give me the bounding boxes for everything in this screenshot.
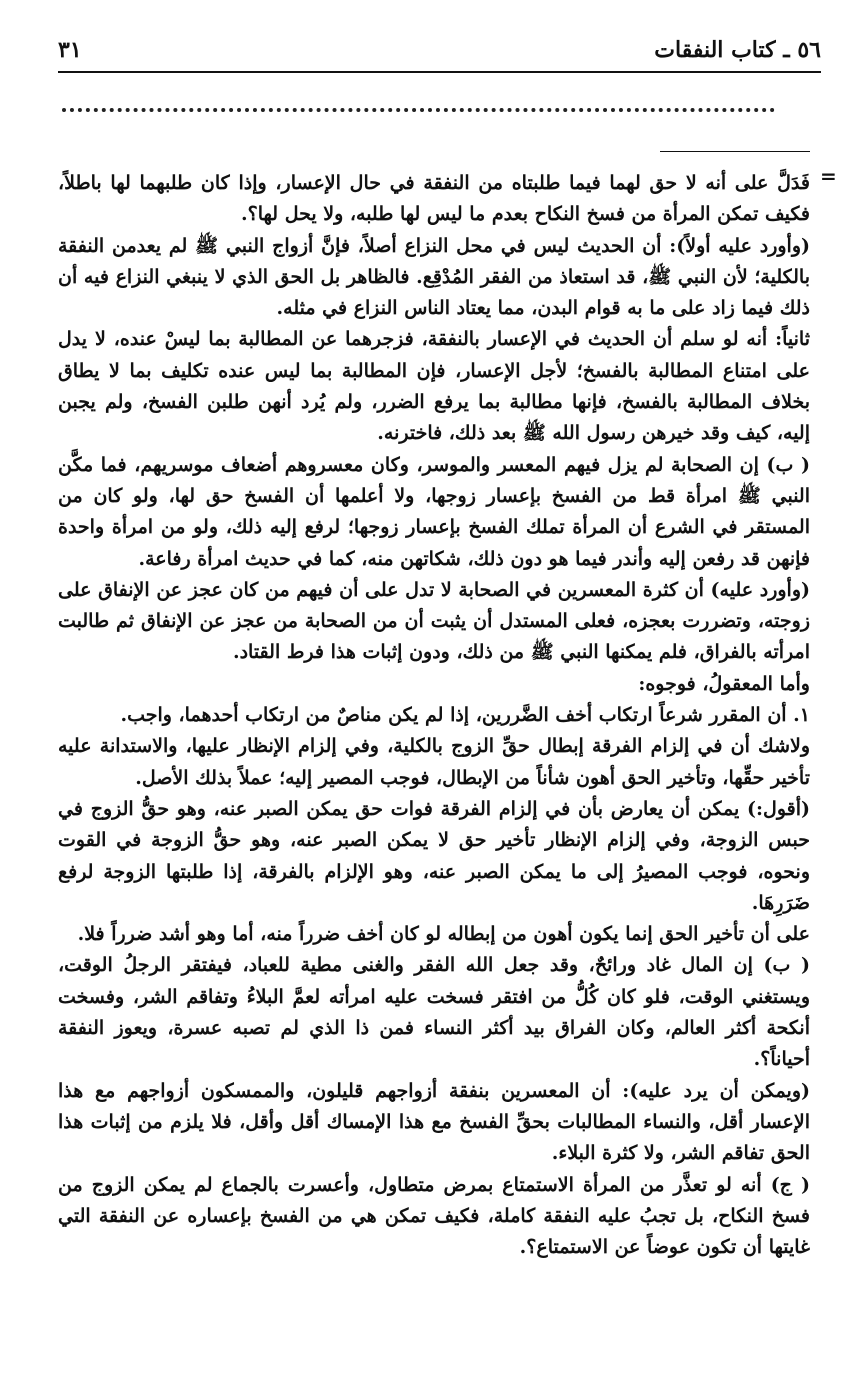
dotted-separator xyxy=(62,108,775,112)
paragraph: (ويمكن أن يرد عليه): أن المعسرين بنفقة أزواجهم قليلون، والممسكون أزواجهم مع هذا الإعسار أقل، والنساء المطالبات بحقِّ الفسخ مع هذا الإمساك أقل وأقل، فلا يلزم من إثبات هذا الحق تفاقم الشر، ولا كثرة البلاء. xyxy=(58,1079,810,1165)
page-number: ٣١ xyxy=(58,37,82,63)
paragraph: (أقول:) يمكن أن يعارض بأن في إلزام الفرقة فوات حق يمكن الصبر عنه، وهو حقُّ الزوج في حبس الزوجة، وفي إلزام الإنظار تأخير حق لا يمكن الصبر عنه، وهو حقُّ الزوجة في القوت ونحوه، فوجب المصيرُ إلى ما يمكن الصبر عنه، وهو الإلزام بالفرقة، إذا طلبتها الزوجة لرفع ضَرَرِهَا. xyxy=(58,797,810,914)
continuation-mark: = xyxy=(820,164,837,188)
paragraph: وأما المعقولُ، فوجوه: xyxy=(638,672,810,695)
body-text xyxy=(58,168,810,1263)
paragraph: على أن تأخير الحق إنما يكون أهون من إبطاله لو كان أخف ضرراً منه، أما وهو أشد ضرراً فلا. xyxy=(77,923,810,946)
paragraph: ( ج) أنه لو تعذَّر من المرأة الاستمتاع بمرض متطاول، وأعسرت بالجماع لم يمكن الزوج من فسخ النكاح، بل تجبُ عليه النفقة كاملة، فكيف تمكن هي من الفسخ بإعساره عن النفقة التي غايتها أن تكون عوضاً عن الاستمتاع؟. xyxy=(58,1173,810,1259)
paragraph: ١. أن المقرر شرعاً ارتكاب أخف الضَّررين، إذا لم يكن مناصٌ من ارتكاب أحدهما، واجب. xyxy=(120,704,810,727)
header-rule xyxy=(58,71,821,73)
paragraph: (وأورد عليه أولاً): أن الحديث ليس في محل النزاع أصلاً، فإنَّ أزواج النبي ﷺ لم يعدمن النفقة بالكلية؛ لأن النبي ﷺ، قد استعاذ من الفقر المُدْقِع. فالظاهر بل الحق الذي لا ينبغي النزاع فيه أن ذلك فيما زاد على ما به قوام البدن، مما يعتاد الناس النزاع في مثله. xyxy=(58,234,810,320)
paragraph: ثانياً: أنه لو سلم أن الحديث في الإعسار بالنفقة، فزجرهما عن المطالبة بما ليسْ عنده، لا يدل على امتناع المطالبة بالفسخ؛ لأجل الإعسار، فإن المطالبة بما ليس عنده تكليف بما لا يطاق بخلاف المطالبة بالفسخ، فإنها مطالبة بما يرفع الضرر، ولم يُرد أنهن طلبن الفسخ، ولم يجبن إليه، كيف وقد خيرهن رسول الله ﷺ بعد ذلك، فاخترنه. xyxy=(58,328,810,445)
paragraph: ( ب) إن الصحابة لم يزل فيهم المعسر والموسر، وكان معسروهم أضعاف موسريهم، فما مكَّن النبي ﷺ امرأة قط من الفسخ بإعسار زوجها، ولا أعلمها أن الفسخ حق لها، ولو كان من المستقر في الشرع أن المرأة تملك الفسخ بإعسار زوجها؛ لرفع إليه ذلك، ولو من امرأة واحدة فإنهن قد رفعن إليه وأندر فيما هو دون ذلك، شكاتهن منه، كما في حديث امرأة رفاعة. xyxy=(58,453,810,570)
paragraph: (وأورد عليه) أن كثرة المعسرين في الصحابة لا تدل على أن فيهم من كان عجز عن الإنفاق على زوجته، وتضررت بعجزه، فعلى المستدل أن يثبت أن من الصحابة من عجز عن الإنفاق ثم طالبت امرأته بالفراق، فلم يمكنها النبي ﷺ من ذلك، ودون إثبات هذا فرط القتاد. xyxy=(58,578,810,664)
page-header xyxy=(58,30,821,70)
paragraph: فَدَلَّ على أنه لا حق لهما فيما طلبتاه من النفقة في حال الإعسار، وإذا كان طلبهما لها باطلاً، فكيف تمكن المرأة من فسخ النكاح بعدم ما ليس لها طلبه، ولا يحل لها؟. xyxy=(58,172,810,226)
footnote-rule xyxy=(660,151,810,152)
paragraph: ( ب) إن المال غاد ورائحٌ، وقد جعل الله الفقر والغنى مطية للعباد، فيفتقر الرجلُ الوقت، ويستغني الوقت، فلو كان كُلُّ من افتقر فسخت عليه امرأته لعمَّ البلاءُ وتفاقم الشر، وفسخت أنكحة أكثر العالم، وكان الفراق بيد أكثر النساء فمن ذا الذي لم تصبه عسرة، ويعوز النفقة أحياناً؟. xyxy=(58,954,810,1071)
paragraph: ولاشك أن في إلزام الفرقة إبطال حقِّ الزوج بالكلية، وفي إلزام الإنظار عليها، والاستدانة عليه تأخير حقِّها، وتأخير الحق أهون شأناً من الإبطال، فوجب المصير إليه؛ عملاً بذلك الأصل. xyxy=(58,735,810,789)
running-title: ٥٦ ـ كتاب النفقات xyxy=(654,37,821,63)
